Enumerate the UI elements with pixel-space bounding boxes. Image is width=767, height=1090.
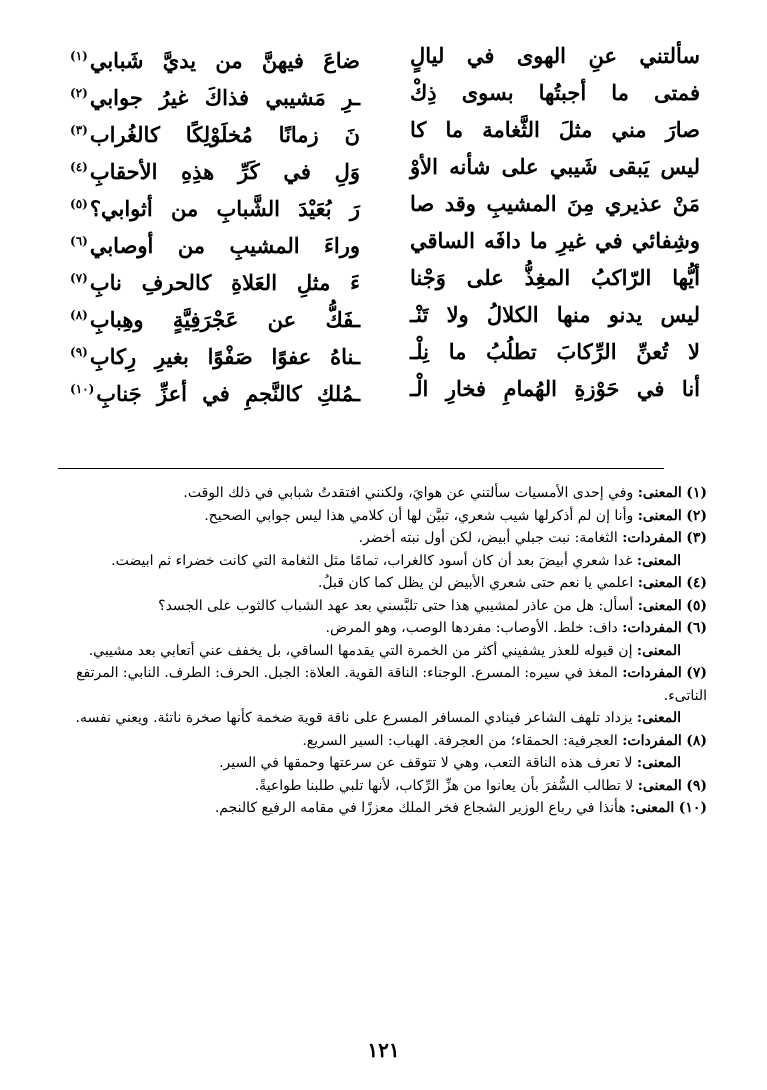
footnote-divider	[58, 468, 664, 469]
verse-first-hemistich: سألتني عنِ الهوى في ليالٍ	[410, 43, 700, 68]
footnote: (٧) المفردات: المغذ في سيره: المسرع. الوجناء: الناقة القوية. العلاة: الجبل. الحرف: الطرف. النابي: المرتفع الناتىء.	[76, 665, 707, 704]
footnote-marker: (١)	[70, 49, 88, 63]
footnote-marker: (٨)	[70, 308, 88, 322]
poem	[70, 36, 700, 406]
footnote: المعنى: إن قبوله للعذر يشفيني أكثر من الخمرة التي يقدمها الساقي، بل يخفف عني أتعابي بعد مشيبي.	[88, 642, 681, 659]
verse-second-hemistich: ـناهُ عفوًا صَفْوًا بغيرِ رِكابِ$^{(٩)}$	[70, 344, 360, 369]
verse-first-hemistich: وشِفائي في غيرِ ما دافَه الساقي	[410, 228, 700, 253]
footnote-marker: (٧)	[70, 271, 88, 285]
footnote: (٢) المعنى: وأنا إن لم أذكرلها شيب شعري، تبيَّن لها أن كلامي هذا ليس جوابي الصحيح.	[204, 507, 707, 524]
verse	[70, 73, 700, 110]
verse	[70, 221, 700, 258]
verse-first-hemistich: أيُّها الرّاكبُ المغِذُّ على وَجْنا	[410, 265, 700, 290]
verse-second-hemistich: ـمُلكِ كالنَّجمِ في أعزِّ جَنابِ$^{(١٠)}$	[70, 381, 360, 406]
footnote: (١٠) المعنى: هأنذا في رباع الوزير الشجاع فخر الملك معززًا في مقامه الرفيع كالنجم.	[214, 800, 707, 816]
footnote-marker: (٩)	[70, 345, 88, 359]
verse	[70, 110, 700, 147]
verse-second-hemistich: ضاعَ فيهنَّ من يديَّ شَبابي$^{(١)}$	[70, 48, 360, 73]
verse-first-hemistich: لا تُعنِّ الرِّكابَ تطلُبُ ما نِلْـ	[410, 339, 700, 364]
footnote: المعنى: غدا شعري أبيضَ بعد أن كان أسود كالغراب، تمامًا مثل الثغامة التي كانت خضراء ثم ابيضت.	[111, 552, 681, 569]
footnote: (٩) المعنى: لا تطالب السُّفرَ بأن يعانوا من هزِّ الرِّكاب، لأنها تلبي طلبنا طواعيةً.	[254, 777, 707, 794]
verse-second-hemistich: ـرِ مَشيبي فذاكَ غيرُ جوابي$^{(٢)}$	[70, 85, 360, 110]
footnote: (١) المعنى: وفي إحدى الأمسيات سألتني عن هوايَ، ولكنني افتقدتُ شبابي في ذلك الوقت.	[183, 485, 707, 501]
verse	[70, 147, 700, 184]
verse-first-hemistich: صارَ مني مثلَ الثَّغامة ما كا	[410, 117, 700, 142]
footnote-marker: (٦)	[70, 234, 88, 248]
footnote-marker: (٢)	[70, 86, 88, 100]
footnote-marker: (١٠)	[70, 382, 95, 396]
footnote: (٥) المعنى: أسأل: هل من عاذر لمشيبي هذا حتى تلبَّسني بعد عهد الشباب كالثوب على الجسد؟	[158, 597, 707, 614]
verse-first-hemistich: ليس يدنو منها الكلالُ ولا تَنْـ	[410, 302, 700, 327]
verse-second-hemistich: ـفَكُّ عن عَجْرَفِيَّةٍ وهِبابِ$^{(٨)}$	[70, 307, 360, 332]
footnote: (٦) المفردات: داف: خلط. الأوصاب: مفردها الوصب، وهو المرض.	[325, 620, 707, 636]
verse	[70, 332, 700, 369]
verse-first-hemistich: أنا في حَوْزةِ الهُمامِ فخارِ الْـ	[410, 376, 700, 401]
footnote: (٣) المفردات: الثغامة: نبت جبلي أبيض، لكن أول نبته أخضر.	[358, 530, 707, 546]
verse-first-hemistich: فمتى ما أجبتُها بسوى ذِكْ	[410, 80, 700, 105]
verse-second-hemistich: ءَ مثلِ العَلاةِ كالحرفِ نابِ$^{(٧)}$	[70, 270, 360, 295]
verse-second-hemistich: وراءَ المشيبِ من أوصابي$^{(٦)}$	[70, 233, 360, 258]
footnote-marker: (٤)	[70, 160, 88, 174]
verse-first-hemistich: مَنْ عذيري مِنَ المشيبِ وقد صا	[410, 191, 700, 216]
page-number: ١٢١	[367, 1038, 400, 1062]
footnote-marker: (٥)	[70, 197, 88, 211]
verse-second-hemistich: رَ بُعَيْدَ الشَّبابِ من أثوابي؟$^{(٥)}$	[70, 196, 360, 221]
footnote: المعنى: يزداد تلهف الشاعر فينادي المسافر المسرع على ناقة قوية ضخمة كأنها صخرة ناتئة. ويعني نفسه.	[75, 710, 681, 726]
footnote: (٤) المعنى: اعلمي يا نعم حتى شعري الأبيض لن يظل كما كان قبلُ.	[317, 575, 707, 591]
verse	[70, 36, 700, 73]
footnote: (٨) المفردات: العجرفية: الحمقاء؛ من العجرفة. الهباب: السير السريع.	[302, 732, 707, 749]
verse-first-hemistich: ليس يَبقى شَيبي على شأنه الأوْ	[410, 154, 700, 179]
verse-second-hemistich: نَ زمانًا مُخلَوْلِكًا كالغُراب$^{(٣)}$	[70, 122, 360, 147]
footnote: المعنى: لا تعرف هذه الناقة التعب، وهي لا تتوقف عن سرعتها وحمقها في السير.	[219, 755, 681, 771]
verse	[70, 184, 700, 221]
verse-second-hemistich: وَلِ في كَرِّ هذِهِ الأحقابِ$^{(٤)}$	[70, 159, 360, 184]
footnotes	[55, 482, 707, 820]
verse	[70, 295, 700, 332]
verse	[70, 258, 700, 295]
verse	[70, 369, 700, 406]
footnote-marker: (٣)	[70, 123, 88, 137]
